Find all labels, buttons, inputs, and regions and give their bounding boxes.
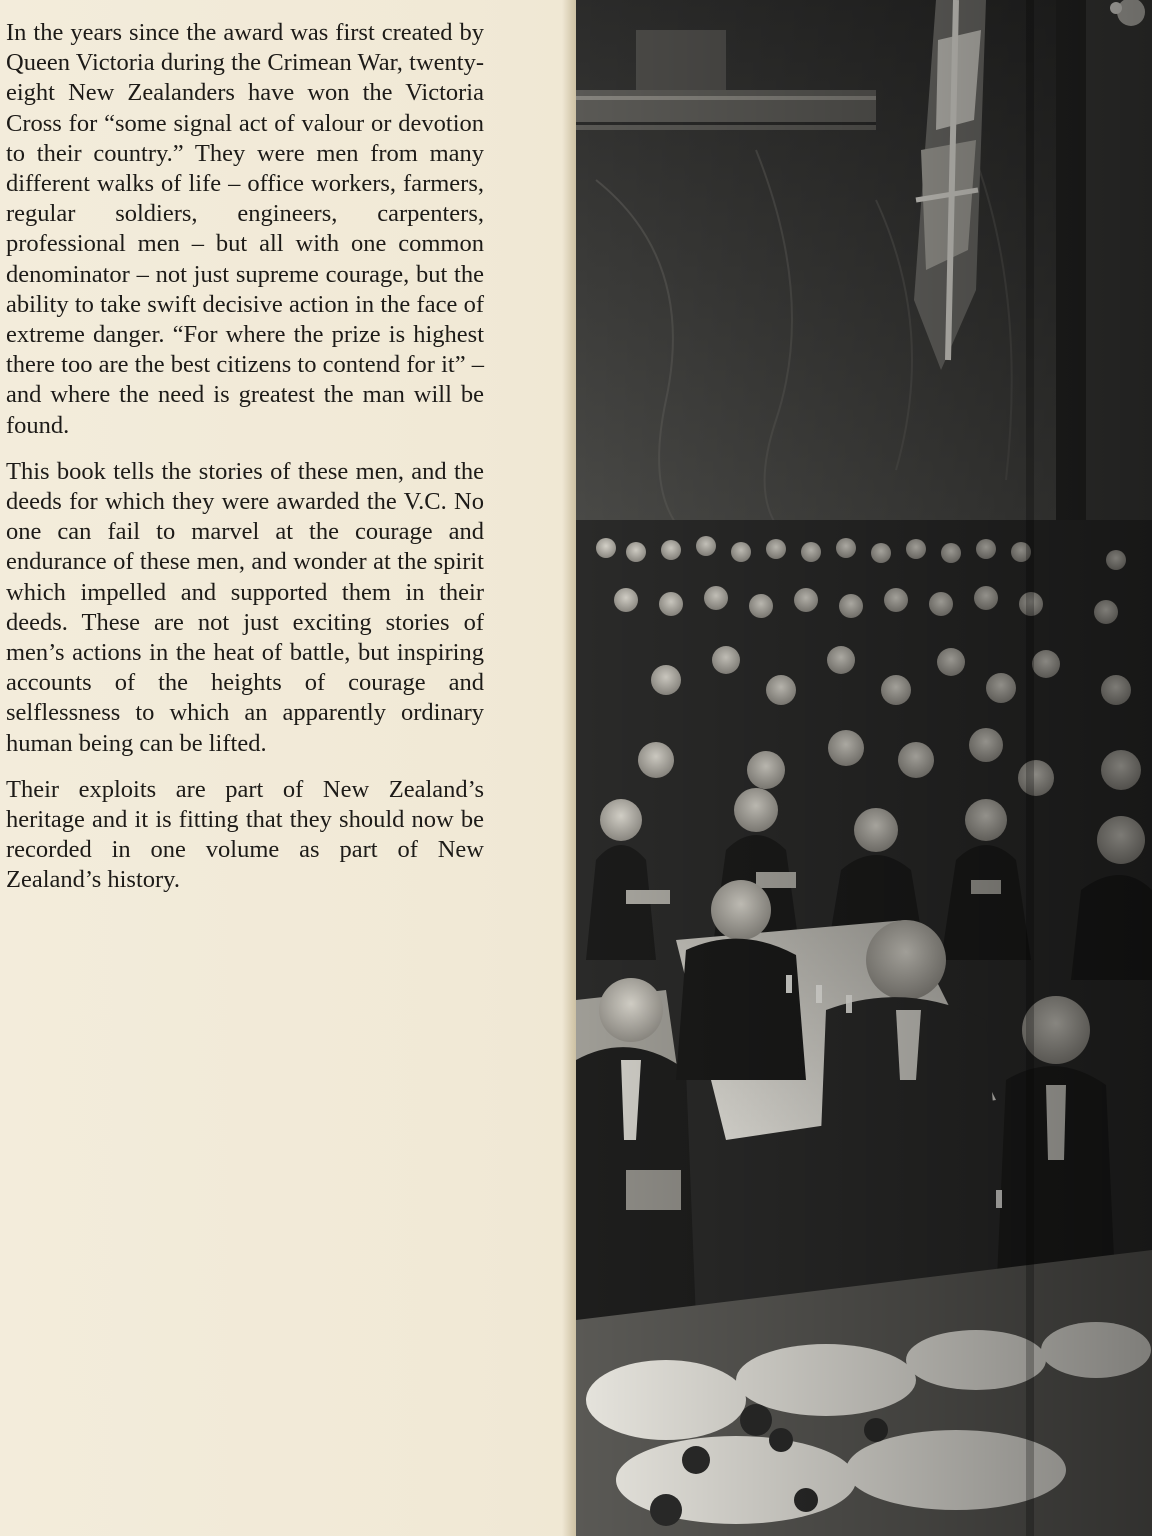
paragraph-3: Their exploits are part of New Zealand’s heritage and it is fitting that they should now be recorded in one volume as part of New Zealand’s history. <box>6 775 484 894</box>
banquet-photo-image <box>576 0 1152 1536</box>
paragraph-1: In the years since the award was first created by Queen Victoria during the Crimean War, twenty-eight New Zealanders have won the Victoria Cross for “some signal act of valour or devotion to their country.” They were men from many different walks of life – office workers, farmers, regular soldiers, engineers, carpenters, professional men – but all with one common denominator – not just supreme courage, but the ability to take swift decisive action in the face of extreme danger. “For where the prize is highest there too are the best citizens to contend for it” – and where the need is greatest the man will be found. <box>6 19 484 439</box>
paragraph-2: This book tells the stories of these men, and the deeds for which they were awarded the V.C. No one can fail to marvel at the courage and endurance of these men, and wonder at the spirit which impelled and supported them in their deeds. These are not just exciting stories of men’s actions in the heat of battle, but inspiring accounts of the heights of courage and selflessness to which an apparently ordinary human being can be lifted. <box>6 457 484 757</box>
banquet-photograph <box>576 0 1152 1536</box>
blurb-text-column <box>6 18 484 912</box>
